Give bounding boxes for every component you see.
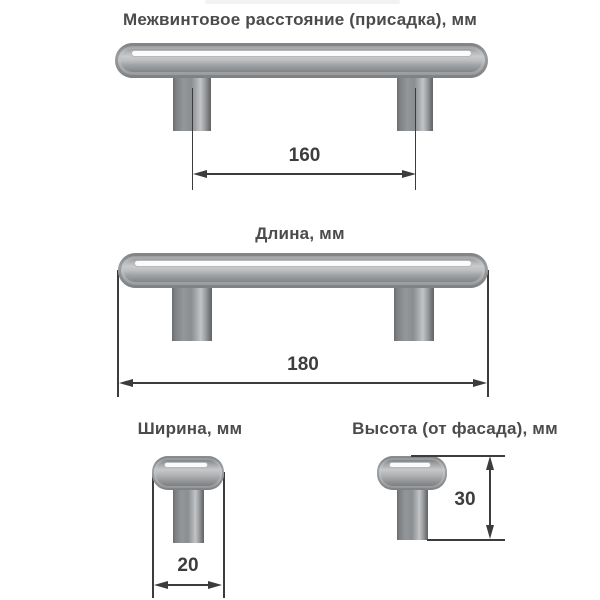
dimension-line-width bbox=[165, 584, 211, 586]
extension-line-left-2 bbox=[117, 270, 119, 397]
handle-end-view-post bbox=[173, 489, 204, 543]
handle-end-view-cap-2 bbox=[377, 456, 447, 490]
dimension-value-length: 180 bbox=[287, 354, 319, 375]
arrowhead-down-icon bbox=[486, 525, 494, 539]
arrowhead-right-icon bbox=[402, 170, 416, 178]
extension-line-right bbox=[415, 88, 416, 190]
handle-side-view-bar bbox=[115, 43, 488, 78]
dimension-line-spacing bbox=[204, 173, 404, 175]
section-title-height: Высота (от фасада), мм bbox=[352, 419, 558, 438]
section-title-screw-spacing: Межвинтовое расстояние (присадка), мм bbox=[122, 10, 477, 29]
dimension-value-spacing: 160 bbox=[288, 145, 321, 166]
arrowhead-right-icon-3 bbox=[208, 581, 222, 589]
handle-highlight-stripe bbox=[131, 50, 472, 57]
arrowhead-left-icon-3 bbox=[154, 581, 168, 589]
handle-post-right-2 bbox=[394, 287, 434, 341]
arrowhead-up-icon bbox=[486, 456, 494, 470]
handle-highlight-stripe-2 bbox=[134, 260, 472, 267]
handle-end-view-post-2 bbox=[397, 489, 428, 540]
section-title-length: Длина, мм bbox=[255, 224, 345, 243]
handle-end-view-cap bbox=[152, 456, 224, 490]
arrowhead-left-icon-2 bbox=[119, 379, 133, 387]
extension-line-left bbox=[192, 88, 193, 190]
extension-line-right-2 bbox=[487, 270, 489, 397]
handle-side-view-bar-2 bbox=[118, 253, 488, 288]
handle-post-left-2 bbox=[172, 287, 212, 341]
arrowhead-left-icon bbox=[193, 170, 207, 178]
extension-line-left-3 bbox=[152, 472, 154, 598]
top-edge-artifact bbox=[205, 0, 400, 4]
arrowhead-right-icon-2 bbox=[473, 379, 487, 387]
endcap-highlight-stripe bbox=[164, 462, 208, 468]
extension-line-right-3 bbox=[223, 472, 225, 598]
extension-line-top bbox=[411, 455, 505, 457]
dimension-value-height: 30 bbox=[454, 489, 476, 510]
dimension-line-length bbox=[130, 382, 476, 384]
dimension-line-height bbox=[489, 464, 491, 528]
endcap-highlight-stripe-2 bbox=[389, 462, 431, 468]
section-title-width: Ширина, мм bbox=[137, 419, 243, 438]
extension-line-bottom bbox=[427, 539, 505, 541]
dimension-value-width: 20 bbox=[177, 555, 199, 576]
